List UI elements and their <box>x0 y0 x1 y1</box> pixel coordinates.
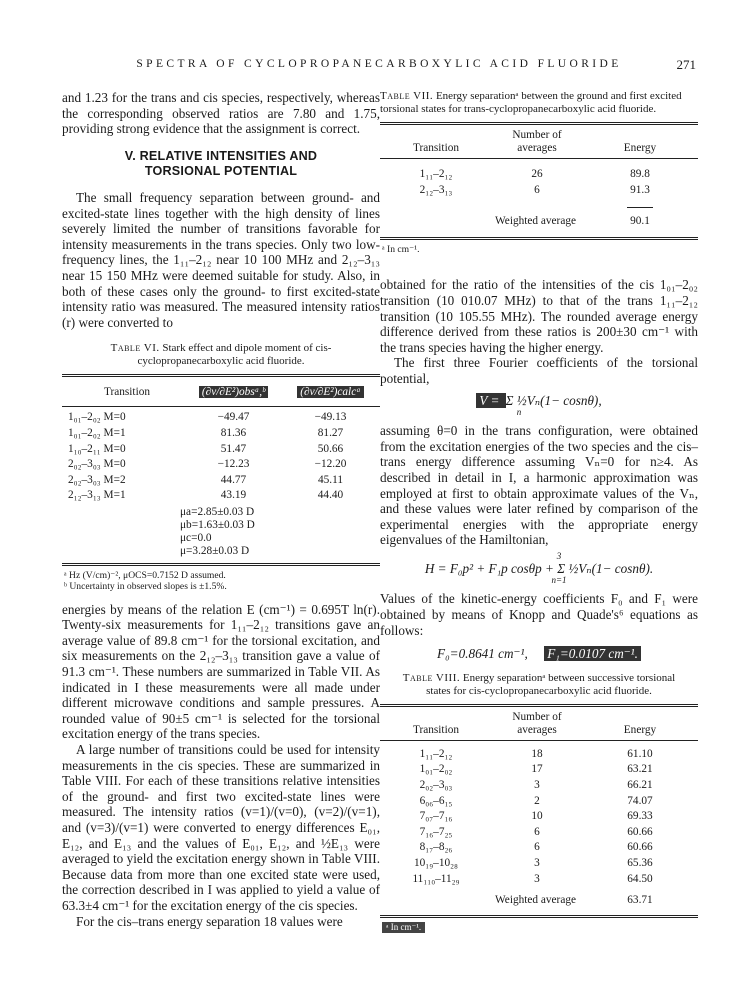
table-rule <box>380 237 698 240</box>
cell: 43.19 <box>220 489 247 502</box>
table-row <box>62 473 380 489</box>
table-row <box>380 198 698 214</box>
table-row <box>62 488 380 504</box>
equation-potential <box>380 393 698 418</box>
paragraph: The first three Fourier coefficients of the torsional potential, <box>380 355 698 386</box>
cell: 81.36 <box>220 426 247 439</box>
table-rule <box>62 406 380 407</box>
cell: 50.66 <box>317 442 344 455</box>
table-row <box>380 872 698 888</box>
left-column <box>62 90 380 929</box>
cell: 6 <box>534 183 540 196</box>
dipole-moments <box>62 506 380 559</box>
table-7-caption-text: Energy separationᵃ between the ground and first excited torsional states for trans-cyclopropanecarboxylic acid fluoride. <box>380 90 682 115</box>
table-6-col-calc <box>281 381 380 403</box>
table-rule <box>380 122 698 125</box>
paragraph: Values of the kinetic-energy coefficients F₀ and F₁ were obtained by means of Knopp and Quade's⁶ equations as follows: <box>380 591 698 638</box>
cell: 6₀₆–6₁₅ <box>419 794 453 807</box>
equation-rhs: Σ ½Vₙ(1− cosnθ), <box>505 392 602 408</box>
table-8-col-energy: Energy <box>623 723 657 736</box>
sum-rule <box>582 198 698 214</box>
cell: 1₀₁–2₀₂ <box>419 763 453 776</box>
cell: 10 <box>531 810 543 823</box>
cell: 7₁₆–7₂₅ <box>419 825 453 838</box>
page-header <box>62 58 696 72</box>
equation-sub: n=1 <box>551 575 567 586</box>
cell: 74.07 <box>627 794 653 807</box>
cell: 3 <box>534 779 540 792</box>
cell: 2₀₂–3₀₃ M=2 <box>68 473 126 486</box>
cell: 81.27 <box>317 426 344 439</box>
cell: 1₀₁–2₀₂ M=1 <box>68 426 126 439</box>
table-row <box>380 794 698 810</box>
cell: 1₁₁–2₁₂ <box>419 747 453 760</box>
running-head: SPECTRA OF CYCLOPROPANECARBOXYLIC ACID FLUORIDE <box>136 58 622 70</box>
table-7-col-energy: Energy <box>623 142 657 154</box>
table-row <box>62 442 380 458</box>
cell: 66.21 <box>627 779 653 792</box>
cell: 2₁₂–3₁₃ <box>419 183 453 196</box>
table-rule <box>380 740 698 741</box>
table-row <box>380 183 698 199</box>
dipole-moment: μc=0.0 <box>180 532 212 545</box>
section-heading-line-1: V. RELATIVE INTENSITIES AND <box>124 148 318 163</box>
cell: 65.36 <box>627 857 653 869</box>
cell: 44.40 <box>317 489 344 502</box>
cell: 69.33 <box>627 810 653 823</box>
table-row <box>380 825 698 841</box>
dipole-moment: μ=3.28±0.03 D <box>180 545 250 558</box>
table-6-col-obs <box>186 381 281 403</box>
col-label-line: Number of <box>512 129 562 141</box>
cell: 64.50 <box>627 872 653 885</box>
col-label-line: averages <box>517 723 557 736</box>
cell: 1₁₁–2₁₂ <box>419 168 453 180</box>
cell: −49.13 <box>314 411 347 424</box>
table-row <box>62 410 380 426</box>
cell: 60.66 <box>627 841 653 854</box>
paragraph: A large number of transitions could be used for intensity measurements in the cis species. These are summarized in Table VIII. For each of these transitions relative intensities of the ground- and first two excited-state lines were measured. The intensity ratios (v=1)/(v=0), (v=2)/(v=1), and (v=3)/(v=1) were converted to energy differences E₀₁, E₁₂, and E₁₃ and the values of E₀₁, E₁₂, and ½E₁₃ were averaged to yield the excitation energy shown in Table VIII. Because data from more than one excited state were used, the correction described in I was applied to yield a value of 63.3±4 cm⁻¹ for the excitation energy of the cis species. <box>62 742 380 913</box>
cell: 17 <box>531 763 543 776</box>
footnote: ᵃ Hz (V/cm)⁻², μOCS=0.7152 D assumed. <box>64 569 226 581</box>
cell: 63.21 <box>627 763 653 776</box>
section-heading <box>62 149 380 180</box>
table-row <box>62 457 380 473</box>
table-6-col-calc-label: (∂ν/∂E²)calcᵃ <box>297 386 363 398</box>
equation-sub: n <box>516 407 522 418</box>
equation-lhs: V = <box>476 393 505 408</box>
footnote: ᵃ In cm⁻¹. <box>382 922 425 933</box>
table-row <box>380 747 698 763</box>
cell: 51.47 <box>220 442 247 455</box>
table-rule <box>380 158 698 159</box>
paragraph: The small frequency separation between ground- and excited-state lines together with the high density of lines severely limited the number of transitions favorable for intensity measurements in the trans species. Only two low-frequency lines, the 1₁₁–2₁₂ near 10 100 MHz and 2₁₂–3₁₃ near 15 150 MHz were deemed suitable for study. Also, in both of these cases only the ground- to first excited-state intensity ratio was measured. The measured intensity ratios (r) were converted to <box>62 189 380 330</box>
table-row <box>380 762 698 778</box>
table-6 <box>62 381 380 403</box>
table-rule <box>62 374 380 377</box>
cell: 44.77 <box>220 473 247 486</box>
paragraph: assuming θ=0 in the trans configuration, were obtained from the excitation energies of the two species and the cis–trans energy difference assuming Vₙ=0 for n≥4. As described in detail in I, a harmonic approximation was employed at first to obtain approximate values of the Vₙ, and these values were later refined by comparison of the experimental energies with the appropriate energy eigenvalues of the Hamiltonian, <box>380 423 698 548</box>
table-8-body <box>380 747 698 909</box>
cell: 1₀₁–2₀₂ M=0 <box>68 411 126 424</box>
table-6-col-obs-label: (∂ν/∂E²)obsᵃ,ᵇ <box>199 386 268 398</box>
page-number: 271 <box>676 57 696 72</box>
table-7-label: Table VII. <box>380 90 434 102</box>
right-column <box>380 90 698 933</box>
table-row <box>380 778 698 794</box>
table-7-caption <box>380 90 698 116</box>
cell: 2₀₂–3₀₃ M=0 <box>68 458 126 471</box>
weighted-average-value: 63.71 <box>627 894 653 907</box>
cell: 2₁₂–3₁₃ M=1 <box>68 489 126 502</box>
cell: 8₁₇–8₂₆ <box>419 841 453 854</box>
table-row <box>380 809 698 825</box>
table-row <box>380 856 698 872</box>
cell: 2 <box>534 794 540 807</box>
cell: 10₁₉–10₂₈ <box>414 857 458 869</box>
table-row <box>380 167 698 183</box>
weighted-average-row <box>380 887 698 909</box>
coefficient-f1: F₁=0.0107 cm⁻¹. <box>544 646 641 661</box>
table-row <box>62 426 380 442</box>
cell: 91.3 <box>630 183 650 196</box>
col-label-line: Number of <box>512 710 562 723</box>
table-6-footnotes <box>64 570 380 592</box>
table-7-body <box>380 167 698 229</box>
cell: −12.23 <box>217 458 250 471</box>
table-rule <box>380 704 698 707</box>
weighted-average-label: Weighted average <box>495 894 576 907</box>
table-6-caption <box>76 342 366 368</box>
dipole-moment: μb=1.63±0.03 D <box>180 519 255 532</box>
table-8-footnote <box>382 922 698 933</box>
cell: 61.10 <box>627 747 653 760</box>
cell: 60.66 <box>627 825 653 838</box>
table-rule <box>62 563 380 566</box>
paragraph: and 1.23 for the trans and cis species, respectively, whereas the corresponding observed ratios are 7.80 and 1.75, providing strong evidence that the assignment is correct. <box>62 90 380 137</box>
cell: 89.8 <box>630 168 650 180</box>
equation-coefficients <box>380 646 698 662</box>
cell: 6 <box>534 841 540 854</box>
table-6-col-transition: Transition <box>103 385 151 398</box>
cell: 18 <box>531 747 543 760</box>
cell: 7₀₇–7₁₆ <box>419 810 453 823</box>
cell: −12.20 <box>314 458 347 471</box>
dipole-moment: μa=2.85±0.03 D <box>180 505 255 518</box>
cell: −49.47 <box>217 411 250 424</box>
cell: 26 <box>531 168 543 180</box>
table-7 <box>380 129 698 155</box>
equation-hamiltonian <box>380 552 698 586</box>
equation-sup: 3 <box>556 550 562 561</box>
weighted-average-row <box>380 214 698 230</box>
table-6-caption-text: Stark effect and dipole moment of cis-cyclopropanecarboxylic acid fluoride. <box>137 342 332 368</box>
equation-body: H = F₀p² + F₁p cosθp + Σ ½Vₙ(1− cosnθ). <box>424 560 654 576</box>
table-6-label: Table VI. <box>110 342 160 355</box>
table-8-caption-text: Energy separationᵃ between successive torsional states for cis-cyclopropanecarboxylic acid fluoride. <box>426 671 676 697</box>
cell: 3 <box>534 872 540 885</box>
footnote: ᵇ Uncertainty in observed slopes is ±1.5%. <box>64 580 227 592</box>
cell: 1₁₀–2₁₁ M=0 <box>68 442 126 455</box>
table-row <box>380 840 698 856</box>
weighted-average-value: 90.1 <box>630 214 650 227</box>
table-8-caption <box>394 672 684 698</box>
cell: 11₁₁₀–11₂₉ <box>412 872 460 885</box>
table-8-label: Table VIII. <box>402 671 461 684</box>
table-rule <box>380 915 698 918</box>
paragraph: energies by means of the relation E (cm⁻¹) = 0.695T ln(r). Twenty-six measurements for 1₁₁–2₁₂ transitions gave an average value of 89.8 cm⁻¹ for the torsional excitation, and six measurements on the 2₁₂–3₁₃ transition gave a value of 91.3 cm⁻¹. These numbers are summarized in Table VII. As indicated in I these measurements were all made under different microwave conditions and sample pressures. A rounded value of 90±5 cm⁻¹ is selected for the torsional excitation energy of the trans species. <box>62 601 380 742</box>
table-8-col-averages <box>492 711 582 737</box>
table-7-footnote: ᵃ In cm⁻¹. <box>382 244 420 256</box>
cell: 2₀₂–3₀₃ <box>419 779 453 792</box>
section-heading-line-2: TORSIONAL POTENTIAL <box>144 164 298 179</box>
table-7-col-averages <box>492 129 582 155</box>
paragraph: For the cis–trans energy separation 18 values were <box>76 913 343 929</box>
col-label-line: averages <box>517 142 557 154</box>
cell: 45.11 <box>318 473 343 486</box>
table-8 <box>380 711 698 737</box>
cell: 3 <box>534 857 540 869</box>
coefficient-f0: F₀=0.8641 cm⁻¹, <box>437 646 528 662</box>
table-8-col-transition: Transition <box>412 723 460 736</box>
cell: 6 <box>534 825 540 838</box>
weighted-average-label: Weighted average <box>495 214 576 227</box>
table-6-body <box>62 410 380 504</box>
table-7-col-transition: Transition <box>412 142 460 154</box>
paragraph: obtained for the ratio of the intensities of the cis 1₀₁–2₀₂ transition (10 010.07 MHz) to that of the trans 1₁₁–2₁₂ transition (10 105.55 MHz). The rounded average energy difference derived from these ratios is 200±30 cm⁻¹ with the trans species having the higher energy. <box>380 277 698 355</box>
